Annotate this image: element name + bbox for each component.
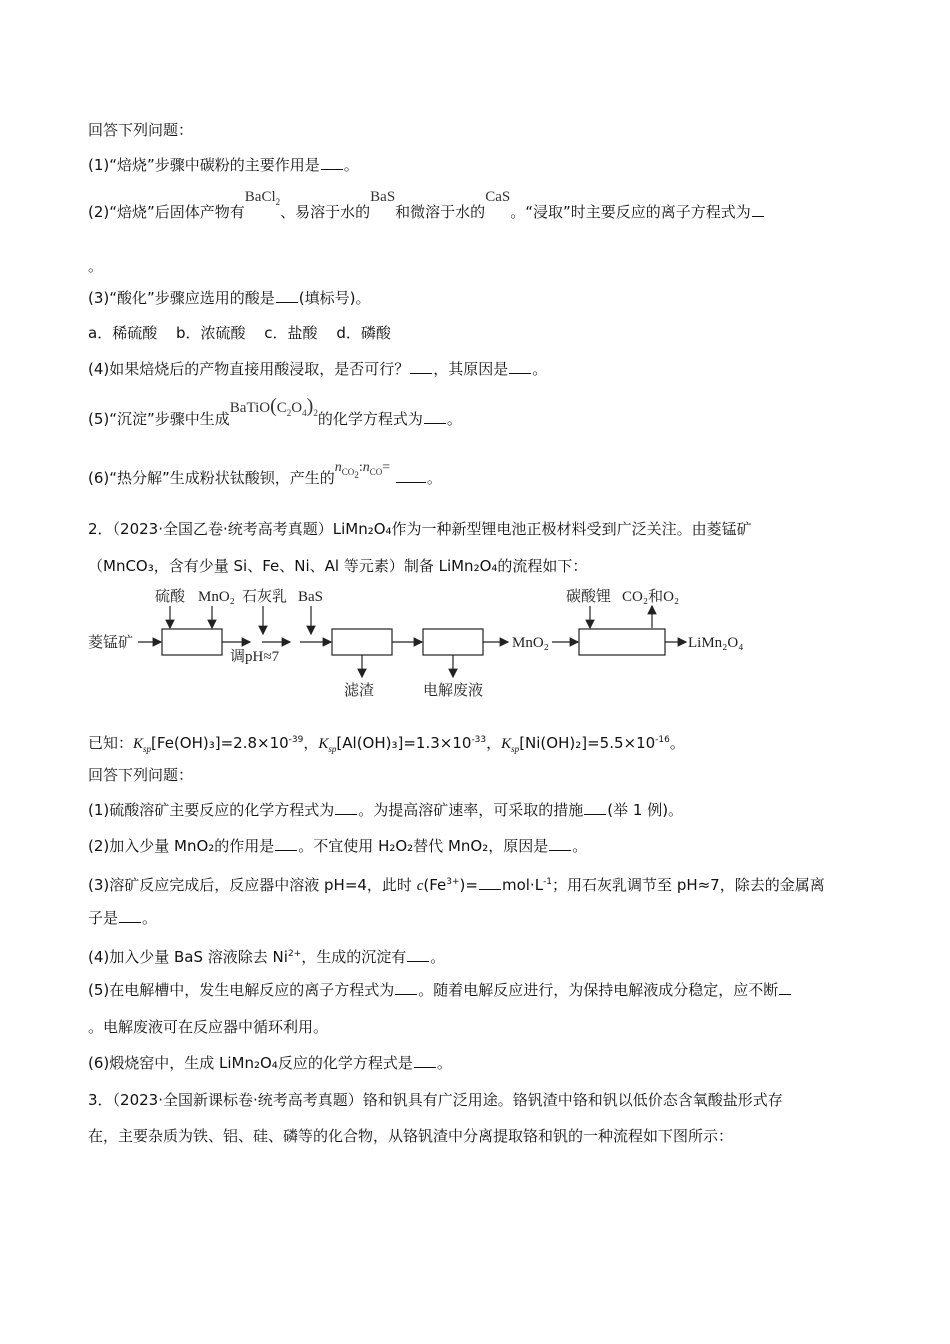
q2-sub6: (6)煅烧窑中，生成 LiMn₂O₄反应的化学方程式是 。 [88,1054,452,1072]
answer-blank[interactable] [479,875,501,890]
formula-cas: CaS [485,189,511,205]
q1-sub5: (5)“沉淀”步骤中生成$BaTiO(C_2O_4)_2$的化学方程式为 。 [88,395,462,428]
q2-header-cont: （MnCO₃，含有少量 Si、Fe、Ni、Al 等元素）制备 LiMn₂O₄的流程如下： [88,557,588,575]
option-a: a．稀硫酸 [88,324,158,342]
q1-sub2-cont: 。 [88,257,104,275]
option-c: c．盐酸 [264,324,318,342]
answer-blank[interactable] [414,1053,436,1068]
answer-blank[interactable] [509,359,531,374]
answer-blank[interactable] [395,980,417,995]
answer-blank[interactable] [752,202,764,217]
lithium-carbonate-label: 碳酸锂 [566,589,612,605]
input-label-bas: BaS [298,589,324,605]
start-label: 菱锰矿 [88,635,134,651]
answer-blank[interactable] [779,980,791,995]
q2-known: 已知：$K_{sp}[Fe(OH)_3]=2.8\times 10^{-39}$，$K_{sp}[Al(OH)_3]=1.3\times 10^{-33}$，$K_{sp}[Ni(OH)_2]=5.5\times 10^{-16}$。 [88,734,685,754]
q2-sub3-cont: 子是 。 [88,909,158,927]
answer-blank[interactable] [275,836,297,851]
answer-blank[interactable] [335,800,357,815]
gas-output-label: CO₂和O₂ [622,589,680,605]
input-label-lime-milk: 石灰乳 [242,589,288,605]
q1-sub3: (3)“酸化”步骤应选用的酸是 (填标号)。 [88,289,371,307]
formula-bas: BaS [370,189,396,205]
input-label-mno2: MnO₂ [198,589,235,605]
answer-blank[interactable] [424,409,446,424]
flow-diagram [0,580,950,705]
ph-label: 调pH≈7 [230,649,280,665]
residue-label: 滤渣 [344,683,375,699]
q1-sub2: (2)“焙烧”后固体产物有BaCl$_2$、易溶于水的BaS和微溶于水的CaS。“浸取”时主要反应的离子方程式为 [88,202,863,228]
q3-header-cont: 在，主要杂质为铁、铝、硅、磷等的化合物，从铬钒渣中分离提取铬和钒的一种流程如下图所示： [88,1127,734,1145]
q1-sub4: (4)如果焙烧后的产物直接用酸浸取，是否可行？ ，其原因是 。 [88,360,548,378]
q1-sub6: (6)“热分解”生成粉状钛酸钡，产生的$n_{CO_2}:n_{CO}=$ 。 [88,460,442,487]
q2-sub2: (2)加入少量 MnO₂的作用是 。不宜使用 H₂O₂替代 MnO₂，原因是 。 [88,837,588,855]
answer-blank[interactable] [410,359,432,374]
waste-liquid-label: 电解废液 [423,683,484,699]
answer-blank[interactable] [584,800,606,815]
q2-sub5: (5)在电解槽中，发生电解反应的离子方程式为 。随着电解反应进行，为保持电解液成分稳定，应不断 [88,980,863,1000]
input-label-sulfuric-acid: 硫酸 [155,589,186,605]
q2-intro: 回答下列问题： [88,766,194,784]
q1-intro: 回答下列问题： [88,121,194,139]
q2-sub1: (1)硫酸溶矿主要反应的化学方程式为 。为提高溶矿速率，可采取的措施 (举 1 例)。 [88,801,684,819]
answer-blank[interactable] [407,947,429,962]
mno2-output-label: MnO₂ [512,635,549,651]
option-b: b．浓硫酸 [175,324,246,342]
answer-blank[interactable] [276,288,298,303]
q2-sub5-cont: 。电解废液可在反应器中循环利用。 [88,1018,329,1036]
option-d: d．磷酸 [336,324,391,342]
q2-sub4: (4)加入少量 BaS 溶液除去 $Ni^{2+}$，生成的沉淀有 。 [88,948,446,966]
q3-header: 3．（2023·全国新课标卷·统考高考真题）铬和钒具有广泛用途。铬钒渣中铬和钒以低价态含氧酸盐形式存 [88,1091,783,1109]
formula-n-ratio: $n_{CO_2}:n_{CO}=$ [334,460,391,480]
q2-header: 2．（2023·全国乙卷·统考高考真题）LiMn₂O₄作为一种新型锂电池正极材料受到广泛关注。由菱锰矿 [88,520,752,538]
product-label: LiMn₂O₄ [688,635,744,651]
answer-blank[interactable] [549,836,571,851]
calcination-kiln-box [579,629,665,655]
electrolysis-cell-box [423,629,483,655]
q1-sub1: (1)“焙烧”步骤中碳粉的主要作用是 。 [88,156,359,174]
q1-options [88,323,863,343]
formula-bacl2: BaCl$_2$ [244,189,281,207]
formula-batio-c2o4: $BaTiO(C_2O_4)_2$ [229,395,318,418]
answer-blank[interactable] [321,155,343,170]
q2-sub3: (3)溶矿反应完成后，反应器中溶液 pH=4，此时 $c(Fe^{3+})= mol\cdot L^{-1}$；用石灰乳调节至 pH≈7，除去的金属离 [88,876,825,894]
answer-blank[interactable] [119,908,141,923]
answer-blank[interactable] [396,468,426,483]
separator-box [332,629,392,655]
reactor-box [162,629,222,655]
